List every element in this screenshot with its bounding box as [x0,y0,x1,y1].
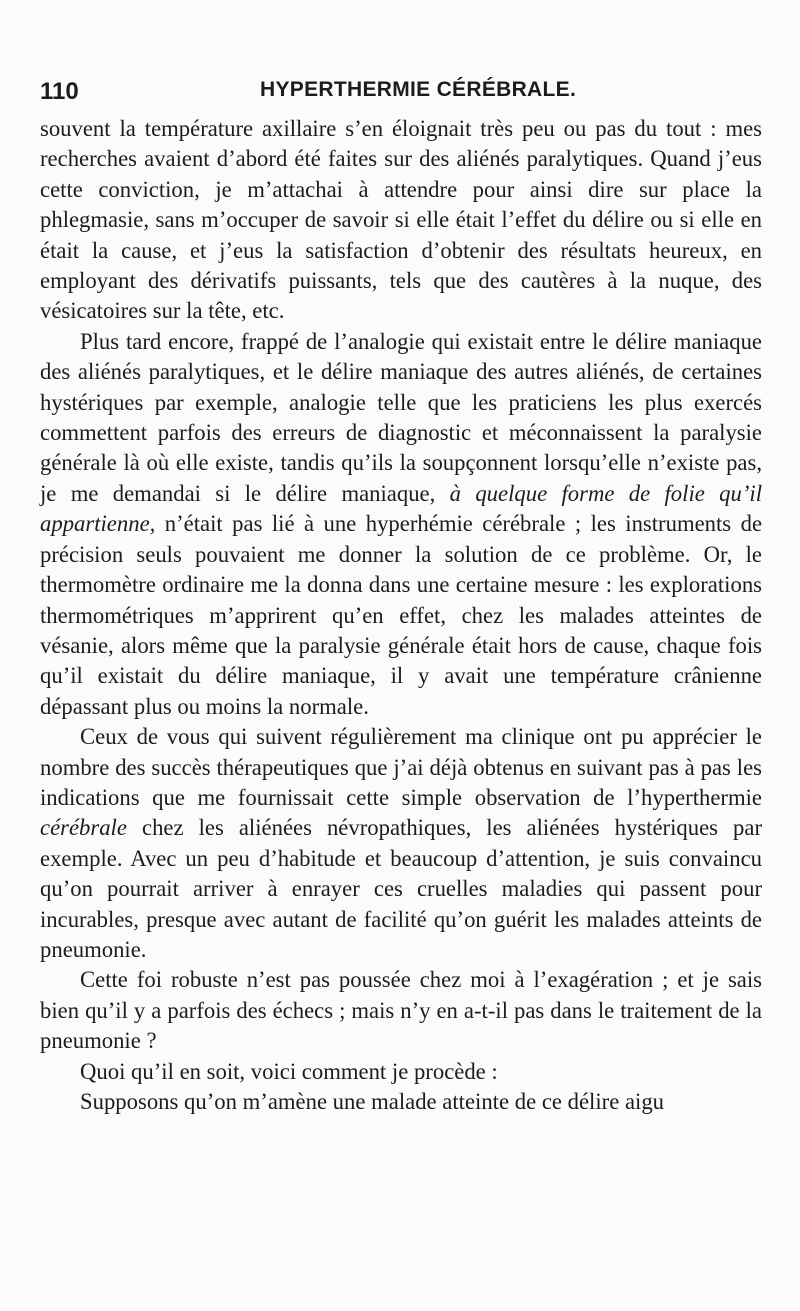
paragraph-1: souvent la température axillaire s’en éloignait très peu ou pas du tout : mes recherches avaient d’abord été faites sur des aliénés paralytiques. Quand j’eus cette conviction, je m’attachai à attendre pour ainsi dire sur place la phlegmasie, sans m’occuper de savoir si elle était l’effet du délire ou si elle en était la cause, et j’eus la satisfaction d’obtenir des résultats heureux, en employant des dérivatifs puissants, tels que des cautères à la nuque, des vésicatoires sur la tête, etc. [40,116,762,324]
paragraph-5: Quoi qu’il en soit, voici comment je procède : [80,1058,498,1084]
paragraph-3-part-a: Ceux de vous qui suivent régulièrement ma clinique ont pu apprécier le nombre des succès thérapeutiques que j’ai déjà obtenus en suivant pas à pas les indications que me fournissait cette simple observation de l’hyperthermie [40,724,762,810]
paragraph-2-part-b: n’était pas lié à une hyperhémie cérébrale ; les instruments de précision seuls pouvaient me donner la solution de ce problème. Or, le thermomètre ordinaire me la donna dans une certaine mesure : les explorations thermométriques m’apprirent qu’en effet, chez les malades atteintes de vésanie, alors même que la paralysie générale était hors de cause, chaque fois qu’il existait du délire maniaque, il y avait une température crânienne dépassant plus ou moins la normale. [40,511,763,719]
paragraph-6: Supposons qu’on m’amène une malade atteinte de ce délire aigu [80,1089,665,1114]
page-header [40,78,760,108]
body-text [40,114,762,1117]
paragraph-2-italic: à quelque forme de folie qu’il appartienne, [40,480,763,537]
paragraph-2 [40,327,762,722]
page-number: 110 [40,78,79,105]
paragraph-4: Cette foi robuste n’est pas poussée chez moi à l’exagération ; et je sais bien qu’il y a parfois des échecs ; mais n’y en a-t-il pas dans le traitement de la pneumonie ? [40,967,762,1054]
paragraph-3-italic: cérébrale [40,815,127,841]
paragraph-2-part-a: Plus tard encore, frappé de l’analogie qui existait entre le délire maniaque des aliénés paralytiques, et le délire maniaque des autres aliénés, de certaines hystériques par exemple, analogie telle que les praticiens les plus exercés commettent parfois des erreurs de diagnostic et méconnaissent la paralysie générale là où elle existe, tandis qu’ils la soupçonnent lorsqu’elle n’existe pas, je me demandai si le délire maniaque, [40,328,762,506]
running-title: HYPERTHERMIE CÉRÉBRALE. [260,78,577,101]
paragraph-3 [40,722,762,965]
paragraph-3-part-b: chez les aliénées névropathiques, les aliénées hystériques par exemple. Avec un peu d’habitude et beaucoup d’attention, je suis convaincu qu’on pourrait arriver à enrayer ces cruelles maladies qui passent pour incurables, presque avec autant de facilité qu’on guérit les malades atteints de pneumonie. [40,815,763,962]
